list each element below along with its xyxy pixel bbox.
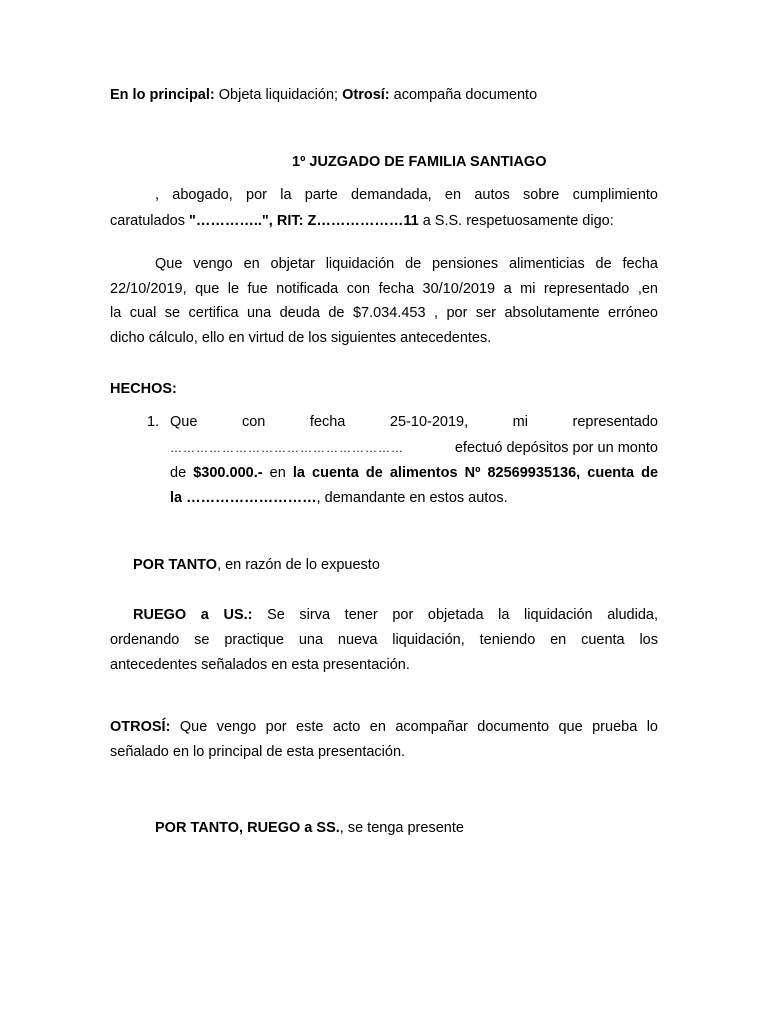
ruego-line-3: antecedentes señalados en esta presentación. [110, 657, 410, 673]
hecho1-en: en [262, 465, 293, 481]
otrosi-line-1 [110, 718, 658, 736]
hecho1-line-4 [170, 489, 508, 507]
hecho1-de: de [170, 465, 194, 481]
por-tanto-2 [155, 819, 464, 837]
otrosi-line-2: señalado en lo principal de esta presentación. [110, 744, 406, 760]
por-tanto-1-label: POR TANTO [133, 557, 218, 573]
otrosi-text-1: Que vengo por este acto en acompañar documento que prueba lo [170, 719, 658, 735]
otrosi-header-label: Otrosí: [342, 87, 390, 103]
principal-label: En lo principal: [110, 87, 215, 103]
ruego-text-1: Se sirva tener por objetada la liquidación aludida, [252, 607, 658, 623]
hecho1-deposit-text: efectuó depósitos por un monto [454, 440, 658, 456]
intro-line-2 [110, 212, 614, 230]
principal-text: Objeta liquidación; [214, 87, 343, 103]
hecho1-demandante: , demandante en estos autos. [316, 490, 508, 506]
hecho1-amount: $300.000.- [193, 465, 263, 481]
hecho1-account: la cuenta de alimentos Nº 82569935136, cuenta de [292, 465, 659, 481]
hecho1-dots: ……………………………………………… [170, 441, 404, 455]
intro-line-1: , abogado, por la parte demandada, en autos sobre cumplimiento [155, 187, 658, 203]
hecho-number: 1. [147, 414, 160, 430]
ruego-label: RUEGO a US.: [133, 607, 253, 623]
hecho1-line-1: Que con fecha 25-10-2019, mi representado [170, 414, 658, 430]
para1-line-1: Que vengo en objetar liquidación de pensiones alimenticias de fecha [155, 256, 658, 272]
hechos-heading [110, 380, 177, 398]
para1-line-2: 22/10/2019, que le fue notificada con fecha 30/10/2019 a mi representado ,en [110, 281, 658, 297]
para1-line-3: la cual se certifica una deuda de $7.034.453 , por ser absolutamente erróneo [110, 305, 658, 321]
hecho1-line-3 [170, 464, 658, 482]
hecho1-line-2 [170, 439, 658, 457]
otrosi-label: OTROSÍ: [110, 719, 171, 735]
ruego-line-2: ordenando se practique una nueva liquidación, teniendo en cuenta los [110, 632, 658, 648]
para1-line-4: dicho cálculo, ello en virtud de los siguientes antecedentes. [110, 330, 492, 346]
por-tanto-1-text: , en razón de lo expuesto [217, 557, 380, 573]
court-title [292, 153, 547, 171]
por-tanto-2-label: POR TANTO, RUEGO a SS. [155, 820, 340, 836]
intro-caratulados: caratulados [110, 213, 189, 229]
por-tanto-2-text: , se tenga presente [339, 820, 464, 836]
intro-rit: "…………..", RIT: Z………………11 [189, 213, 419, 229]
hechos-heading-text: HECHOS: [110, 381, 177, 397]
document-header [110, 86, 537, 104]
ruego-line-1 [133, 606, 658, 624]
hecho1-la-dots: la ……………………… [170, 490, 317, 506]
por-tanto-1 [133, 556, 380, 574]
intro-closing: a S.S. respetuosamente digo: [418, 213, 614, 229]
otrosi-header-text: acompaña documento [389, 87, 538, 103]
court-title-text: 1º JUZGADO DE FAMILIA SANTIAGO [292, 154, 547, 170]
